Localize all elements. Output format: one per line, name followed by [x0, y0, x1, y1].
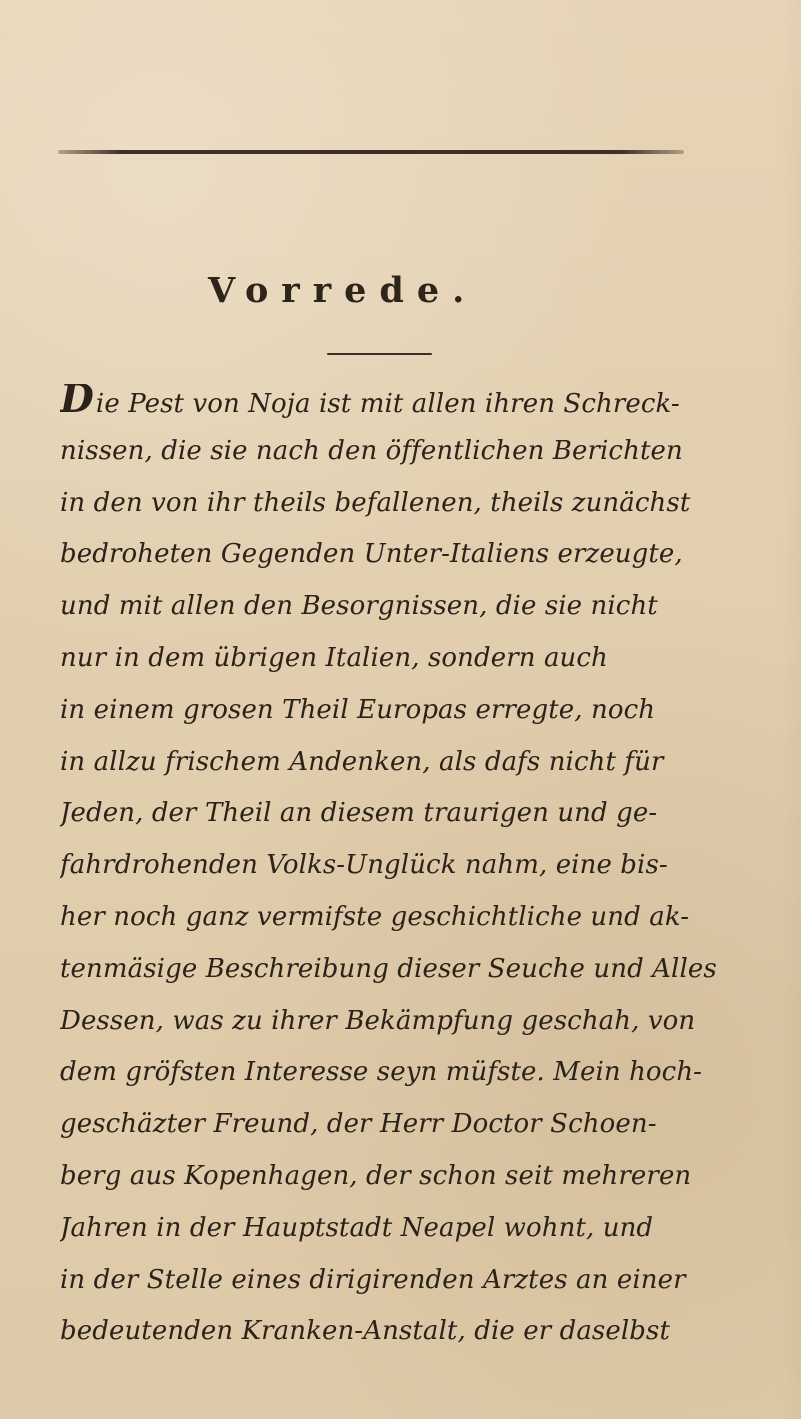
text-line-6: nur in dem übrigen Italien, sondern auch	[60, 642, 608, 673]
page-title: Vorrede.	[208, 270, 478, 311]
text-line-11: her noch ganz vermifste geschichtliche und ak-	[60, 901, 690, 932]
text-line-14: dem gröfsten Interesse seyn müfste. Mein hoch-	[60, 1057, 703, 1088]
text-line-1	[60, 384, 720, 436]
text-line-8: in allzu frischem Andenken, als dafs nicht für	[60, 746, 664, 777]
text-line-17: Jahren in der Hauptstadt Neapel wohnt, und	[60, 1212, 654, 1243]
text-line-10: fahrdrohenden Volks-Unglück nahm, eine bis-	[60, 850, 668, 881]
text-line-13: Dessen, was zu ihrer Bekämpfung geschah, von	[60, 1005, 696, 1036]
text-line-16: berg aus Kopenhagen, der schon seit mehreren	[60, 1160, 692, 1191]
first-line-text: ie Pest von Noja ist mit allen ihren Schreck-	[95, 389, 680, 419]
text-line-19: bedeutenden Kranken-Anstalt, die er daselbst	[60, 1316, 671, 1347]
title-underline	[327, 353, 432, 355]
text-line-2: nissen, die sie nach den öffentlichen Berichten	[60, 435, 683, 466]
text-line-3: in den von ihr theils befallenen, theils zunächst	[60, 487, 691, 518]
top-rule	[58, 150, 684, 154]
text-line-4: bedroheten Gegenden Unter-Italiens erzeugte,	[60, 539, 683, 570]
page-edge-shadow	[781, 0, 801, 1419]
text-line-15: geschäzter Freund, der Herr Doctor Schoen-	[60, 1109, 657, 1140]
text-line-7: in einem grosen Theil Europas erregte, noch	[60, 694, 656, 725]
text-line-5: und mit allen den Besorgnissen, die sie nicht	[60, 591, 658, 622]
drop-cap: D	[60, 384, 94, 422]
text-line-18: in der Stelle eines dirigirenden Arztes an einer	[60, 1264, 686, 1295]
text-line-9: Jeden, der Theil an diesem traurigen und ge-	[60, 798, 658, 829]
body-text	[60, 384, 720, 1368]
text-line-12: tenmäsige Beschreibung dieser Seuche und Alles	[60, 953, 717, 984]
